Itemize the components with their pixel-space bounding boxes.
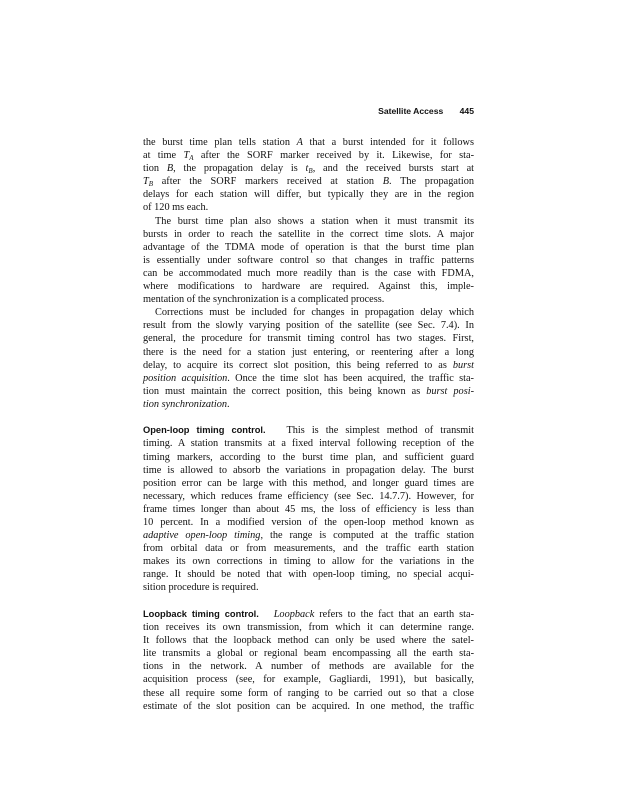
running-head bbox=[143, 106, 474, 116]
text-line: timing. A station transmits at a fixed interval following reception of the bbox=[143, 438, 474, 450]
text-section bbox=[143, 608, 474, 713]
text-line: tion receives its own transmission, from which it can determine range. bbox=[143, 622, 474, 634]
text-line: mentation of the synchronization is a complicated process. bbox=[143, 294, 385, 306]
text-line: from orbital data or from measurements, and the traffic earth station bbox=[143, 543, 474, 555]
text-line: where modifications to hardware are required. Against this, imple- bbox=[143, 281, 474, 293]
text-line: 10 percent. In a modified version of the open-loop method known as bbox=[143, 517, 474, 529]
text-line: these all require some form of ranging to be carried out so that a close bbox=[143, 687, 474, 699]
section-gap bbox=[143, 411, 474, 424]
text-line: lite transmits a global or regional beam encompassing all the earth sta- bbox=[143, 648, 474, 660]
section-gap bbox=[143, 595, 474, 608]
running-head-title: Satellite Access bbox=[378, 106, 444, 116]
text-line: sition procedure is required. bbox=[143, 582, 259, 594]
text-line: tion synchronization. bbox=[143, 398, 230, 410]
text-line: makes its own corrections in timing to allow for the variations in the bbox=[143, 556, 474, 568]
text-line: delay, to acquire its correct slot position, this being referred to as burst bbox=[143, 359, 474, 371]
text-line: Loopback timing control. Loopback refers to the fact that an earth sta- bbox=[143, 608, 474, 620]
text-line: necessary, which reduces frame efficiency (see Sec. 14.7.7). However, for bbox=[143, 490, 474, 502]
text-line: position acquisition. Once the time slot has been acquired, the traffic sta- bbox=[143, 372, 474, 384]
text-line: acquisition process (see, for example, Gagliardi, 1991), but basically, bbox=[143, 674, 474, 686]
text-line: advantage of the TDMA mode of operation is that the burst time plan bbox=[143, 241, 474, 253]
text-line: result from the slowly varying position of the satellite (see Sec. 7.4). In bbox=[143, 320, 474, 332]
text-line: is essentially under software control so that changes in traffic patterns bbox=[143, 254, 474, 266]
text-line: general, the procedure for transmit timing control has two stages. First, bbox=[143, 333, 474, 345]
text-line: at time $T_A$ after the SORF marker received by it. Likewise, for sta- bbox=[143, 150, 475, 163]
text-line: $T_B$ after the SORF markers received at station B. The propagation bbox=[143, 176, 474, 189]
text-section bbox=[143, 424, 474, 594]
text-line: delays for each station will differ, but typically they are in the region bbox=[143, 189, 474, 201]
text-line: of 120 ms each. bbox=[143, 202, 209, 214]
text-line: The burst time plan also shows a station when it must transmit its bbox=[155, 215, 474, 227]
text-line: there is the need for a station just entering, or reentering after a long bbox=[143, 346, 474, 358]
text-line: tions in the network. A number of methods are available for the bbox=[143, 661, 474, 673]
text-line: Open-loop timing control. This is the simplest method of transmit bbox=[143, 425, 474, 437]
text-line: range. It should be noted that with open-loop timing, no special acqui- bbox=[143, 569, 474, 581]
text-line: estimate of the slot position can be acquired. In one method, the traffic bbox=[143, 700, 474, 712]
page-number: 445 bbox=[459, 106, 474, 116]
text-line: adaptive open-loop timing, the range is computed at the traffic station bbox=[143, 530, 474, 542]
text-line: position error can be large with this method, and longer guard times are bbox=[143, 477, 474, 489]
text-line: bursts in order to reach the satellite in the correct time slots. A major bbox=[143, 228, 474, 240]
text-line: tion B, the propagation delay is $t_B$, and the received bursts start at bbox=[143, 163, 475, 176]
text-line: can be accommodated much more readily than is the case with FDMA, bbox=[143, 267, 474, 279]
text-line: It follows that the loopback method can only be used where the satel- bbox=[143, 635, 474, 647]
body-text bbox=[143, 136, 474, 713]
text-line: the burst time plan tells station A that a burst intended for it follows bbox=[143, 137, 475, 148]
text-line: Corrections must be included for changes in propagation delay which bbox=[155, 307, 474, 319]
text-line: frame times longer than about 45 ms, the loss of efficiency is less than bbox=[143, 503, 474, 515]
text-line: timing markers, according to the burst time plan, and sufficient guard bbox=[143, 451, 474, 463]
text-line: time is allowed to absorb the variations in propagation delay. The burst bbox=[143, 464, 474, 476]
text-section bbox=[143, 136, 474, 411]
text-line: tion must maintain the correct position, this being known as burst posi- bbox=[143, 385, 475, 397]
